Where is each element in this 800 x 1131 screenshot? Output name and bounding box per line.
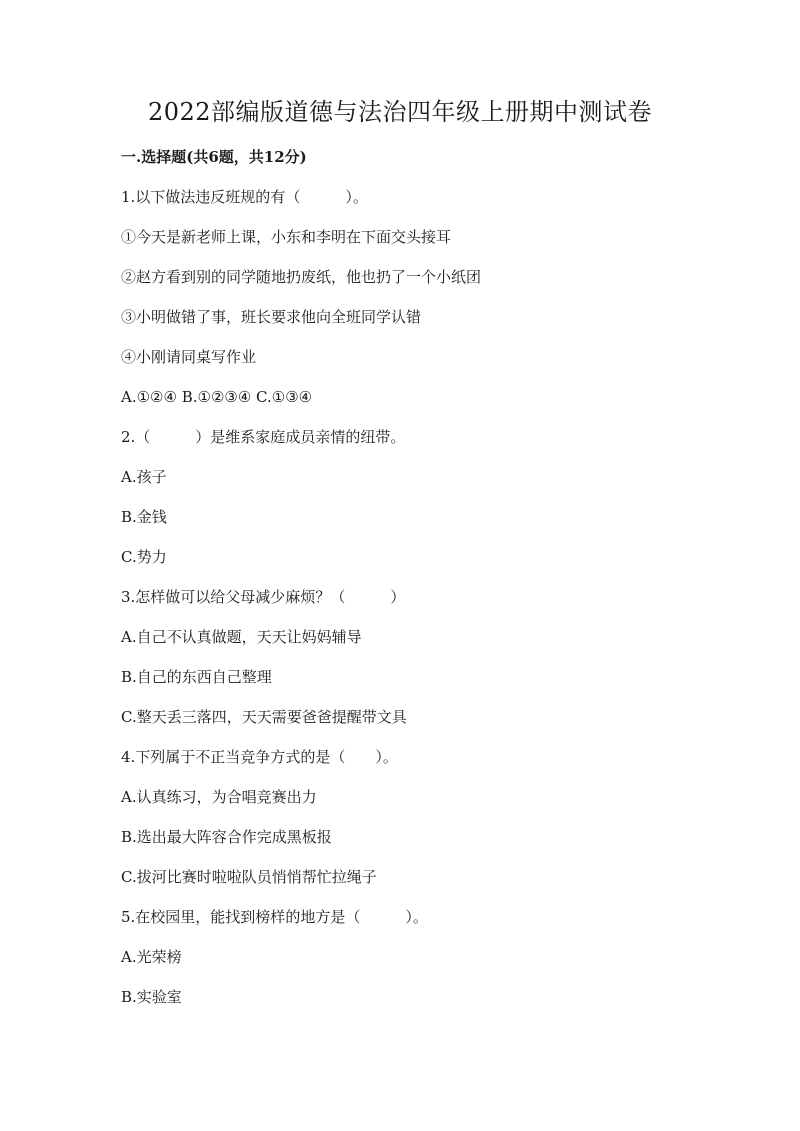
- question-2-option-b: B.金钱: [121, 508, 167, 526]
- question-5-stem: 5.在校园里，能找到榜样的地方是（ ）。: [121, 908, 428, 926]
- question-3-option-c: C.整天丢三落四，天天需要爸爸提醒带文具: [121, 708, 407, 726]
- question-2-option-c: C.势力: [121, 548, 167, 566]
- question-3-option-b: B.自己的东西自己整理: [121, 668, 272, 686]
- question-4-option-b: B.选出最大阵容合作完成黑板报: [121, 828, 332, 846]
- question-1-statement-3: ③小明做错了事，班长要求他向全班同学认错: [121, 308, 422, 326]
- question-1-stem: 1.以下做法违反班规的有（ ）。: [121, 188, 368, 206]
- question-1-statement-4: ④小刚请同桌写作业: [121, 348, 257, 366]
- question-5-option-b: B.实验室: [121, 988, 182, 1006]
- question-3-stem: 3.怎样做可以给父母减少麻烦？（ ）: [121, 588, 406, 606]
- question-5-option-a: A.光荣榜: [121, 948, 182, 966]
- document-title: 2022部编版道德与法治四年级上册期中测试卷: [147, 98, 653, 126]
- question-1-statement-1: ①今天是新老师上课，小东和李明在下面交头接耳: [121, 228, 452, 246]
- section-heading: 一.选择题(共6题，共12分): [121, 148, 307, 166]
- question-1-statement-2: ②赵方看到别的同学随地扔废纸，他也扔了一个小纸团: [121, 268, 482, 286]
- question-4-option-c: C.拔河比赛时啦啦队员悄悄帮忙拉绳子: [121, 868, 377, 886]
- question-2-option-a: A.孩子: [121, 468, 167, 486]
- question-4-stem: 4.下列属于不正当竞争方式的是（ ）。: [121, 748, 398, 766]
- question-1-options: A.①②④ B.①②③④ C.①③④: [121, 388, 313, 406]
- question-2-stem: 2.（ ）是维系家庭成员亲情的纽带。: [121, 428, 406, 446]
- question-3-option-a: A.自己不认真做题，天天让妈妈辅导: [121, 628, 362, 646]
- question-4-option-a: A.认真练习，为合唱竞赛出力: [121, 788, 317, 806]
